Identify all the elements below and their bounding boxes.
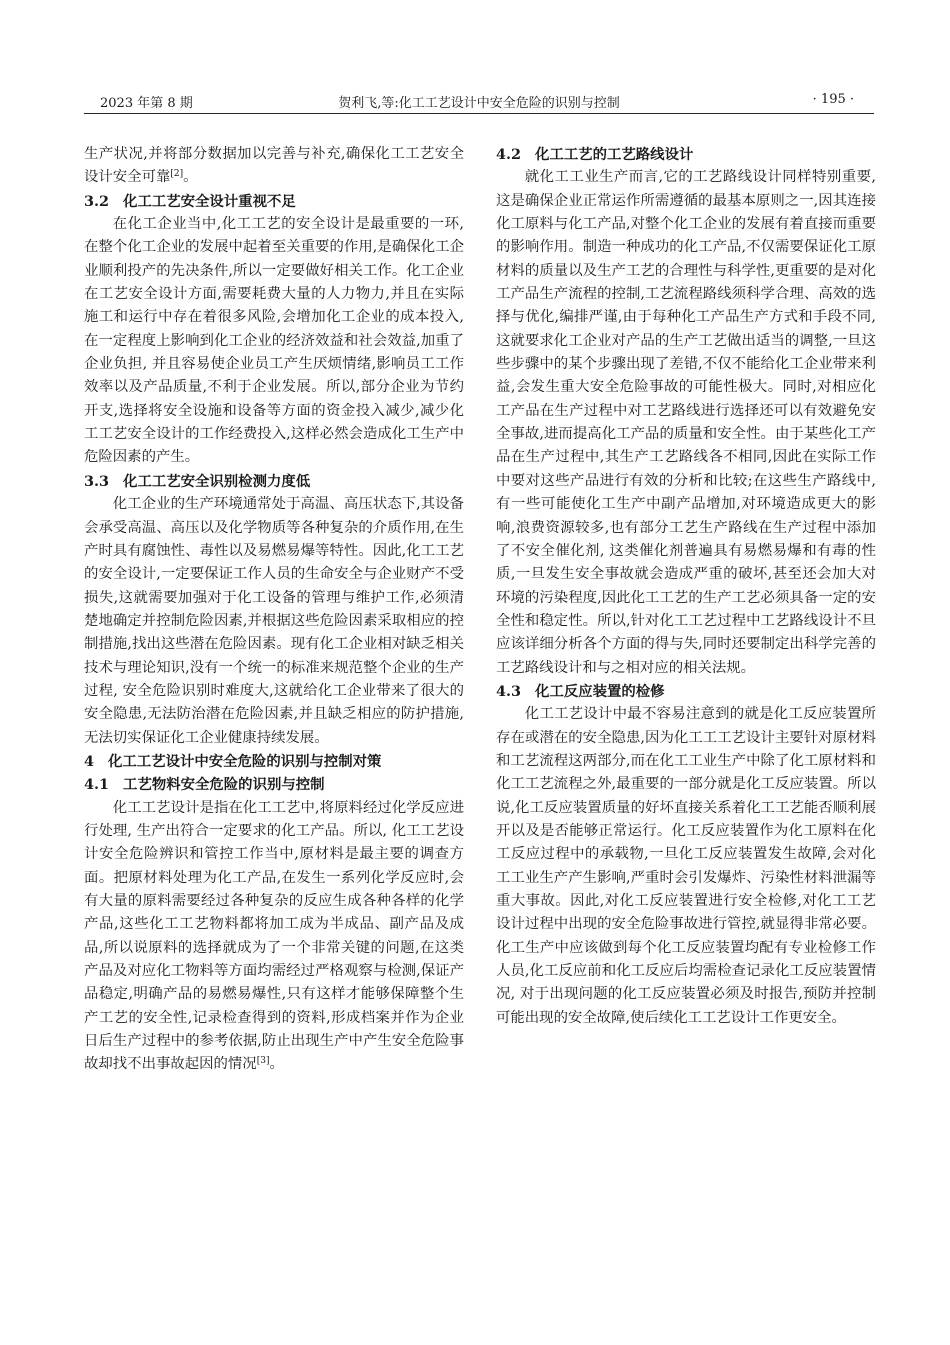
article-running-title: 贺利飞,等:化工工艺设计中安全危险的识别与控制 (338, 96, 620, 111)
issue-label: 2023 年第 8 期 (100, 96, 193, 111)
continued-paragraph: 生产状况,并将部分数据加以完善与补充,确保化工工艺安全设计安全可靠[2]。 (84, 146, 464, 186)
paragraph: 就化工工业生产而言,它的工艺路线设计同样特别重要,这是确保企业正常运作所需遵循的最基本原则之一,因其连接化工原料与化工产品,对整个化工企业的发展有着直接而重要的影响作用。制造一种成功的化工产品,不仅需要保证化工原材料的质量以及生产工艺的合理性与科学性,更重要的是对化工产品生产流程的控制,工艺流程路线须科学合理、高效的选择与优化,编排严谨,由于每种化工产品生产方式和手段不同,这就要求化工企业对产品的生产工艺做出适当的调整,一旦这些步骤中的某个步骤出现了差错,不仅不能给化工企业带来利益,会发生重大安全危险事故的可能性极大。同时,对相应化工产品在生产过程中对工艺路线进行选择还可以有效避免安全事故,进而提高化工产品的质量和安全性。由于某些化工产品在生产过程中,其生产工艺路线各不相同,因此在实际工作中要对这些产品进行有效的分析和比较;在这些生产路线中,有一些可能使化工生产中副产品增加,对环境造成更大的影响,浪费资源较多,也有部分工艺生产路线在生产过程中添加了不安全催化剂, 这类催化剂普遍具有易燃易爆和有毒的性质,一旦发生安全事故就会造成严重的破坏,甚至还会加大对环境的污染程度,因此化工工艺的生产工艺必须具备一定的安全性和稳定性。所以,针对化工工艺过程中工艺路线设计不旦应该详细分析各个方面的得与失,同时还要制定出科学完善的工艺路线设计和与之相对应的相关法规。 (496, 169, 876, 676)
section-heading-4-1: 4.1 工艺物料安全危险的识别与控制 (84, 776, 325, 794)
section-heading-3-3: 3.3 化工工艺安全识别检测力度低 (84, 472, 311, 490)
citation-ref[interactable]: [2] (170, 169, 184, 180)
section-heading-4-2: 4.2 化工工艺的工艺路线设计 (496, 146, 694, 163)
page-number: · 195 · (812, 92, 854, 107)
paragraph: 在化工企业当中,化工工艺的安全设计是最重要的一环,在整个化工企业的发展中起着至关重要的作用,是确保化工企业顺利投产的先决条件,所以一定要做好相关工作。化工企业在工艺安全设计方面,需要耗费大量的人力物力,并且在实际施工和运行中存在着很多风险,会增加化工企业的成本投入,在一定程度上影响到化工企业的经济效益和社会效益,加重了企业负担, 并且容易使企业员工产生厌烦情绪,影响员工工作效率以及产品质量,不利于企业发展。所以,部分企业为节约开支,选择将安全设施和设备等方面的资金投入减少,减少化工工艺安全设计的工作经费投入,这样必然会造成化工生产中危险因素的产生。 (84, 216, 464, 466)
paragraph: 化工企业的生产环境通常处于高温、高压状态下,其设备会承受高温、高压以及化学物质等各种复杂的介质作用,在生产时具有腐蚀性、毒性以及易燃易爆等特性。因此,化工工艺的安全设计,一定要保证工作人员的生命安全与企业财产不受损失,这就需要加强对于化工设备的管理与维护工作,必须清楚地确定并控制危险因素,并根据这些危险因素采取相应的控制措施,找出这些潜在危险因素。现有化工企业相对缺乏相关技术与理论知识,没有一个统一的标准来规范整个企业的生产过程, 安全危险识别时难度大,这就给化工企业带来了很大的安全隐患,无法防治潜在危险因素,并且缺乏相应的防护措施,无法切实保证化工企业健康持续发展。 (84, 496, 464, 746)
section-heading-3-2: 3.2 化工工艺安全设计重视不足 (84, 192, 296, 210)
citation-ref[interactable]: [3] (256, 1056, 270, 1067)
running-header (84, 92, 874, 114)
paragraph: 化工工艺设计是指在化工工艺中,将原料经过化学反应进行处理, 生产出符合一定要求的化工产品。所以, 化工工艺设计安全危险辨识和管控工作当中,原材料是最主要的调查方面。把原材料处理为化工产品,在发生一系列化学反应时,会有大量的原料需要经过各种复杂的反应生成各种各样的化学产品,这些化工工艺物料都将加工成为半成品、副产品及成品,所以说原料的选择就成为了一个非常关键的问题,在这类产品及对应化工物料等方面均需经过严格观察与检测,保证产品稳定,明确产品的易燃易爆性,只有这样才能够保障整个生产工艺的安全性,记录检查得到的资料,形成档案并作为企业日后生产过程中的参考依据,防止出现生产中产生安全危险事故却找不出事故起因的情况[3]。 (84, 799, 464, 1073)
header-rule (84, 113, 874, 114)
left-column (84, 143, 464, 1077)
right-column (496, 143, 876, 1030)
section-heading-4-3: 4.3 化工反应装置的检修 (496, 682, 665, 700)
section-heading-4: 4 化工工艺设计中安全危险的识别与控制对策 (84, 752, 382, 770)
paragraph: 化工工艺设计中最不容易注意到的就是化工反应装置所存在或潜在的安全隐患,因为化工工工艺设计主要针对原材料和工艺流程这两部分,而在化工工业生产中除了化工原材料和化工工艺流程之外,最重要的一部分就是化工反应装置。所以说,化工反应装置质量的好坏直接关系着化工工艺能否顺利展开以及是否能够正常运行。化工反应装置作为化工原料在化工反应过程中的承载物,一旦化工反应装置发生故障,会对化工工业生产产生影响,严重时会引发爆炸、污染性材料泄漏等重大事故。因此,对化工反应装置进行安全检修,对化工工艺设计过程中出现的安全危险事故进行管控,就显得非常必要。化工生产中应该做到每个化工反应装置均配有专业检修工作人员,化工反应前和化工反应后均需检查记录化工反应装置情况, 对于出现问题的化工反应装置必须及时报告,预防并控制可能出现的安全故障,使后续化工工艺设计工作更安全。 (496, 706, 876, 1026)
